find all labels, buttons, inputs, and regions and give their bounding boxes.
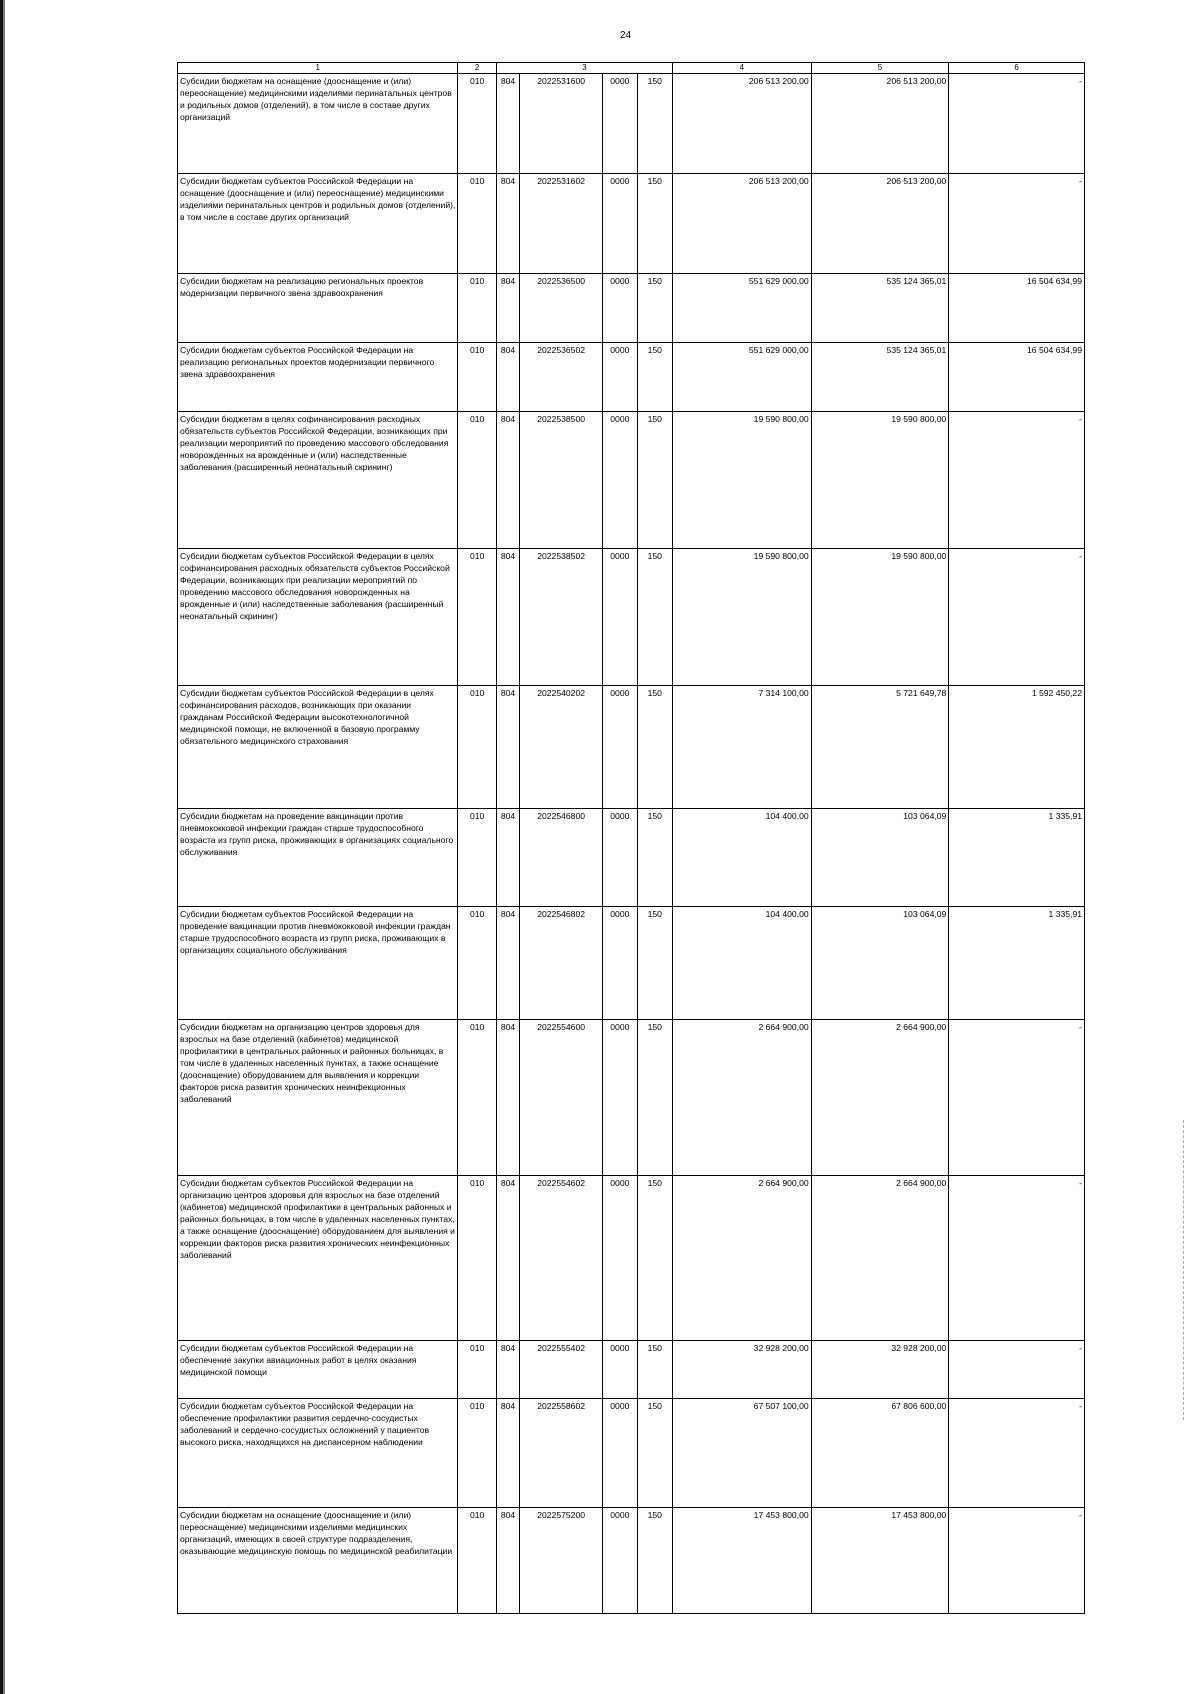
- row-description: Субсидии бюджетам на реализацию региональных проектов модернизации первичного звена здравоохранения: [178, 274, 458, 343]
- row-budget-code: 804: [496, 274, 519, 343]
- table-row: [178, 412, 1085, 549]
- row-executed-amount: 103 064,09: [811, 809, 949, 907]
- row-budget-code: 804: [496, 686, 519, 809]
- row-remaining-amount: -: [949, 549, 1085, 686]
- row-approved-amount: 206 513 200,00: [672, 74, 811, 174]
- row-program-code: 0000: [603, 809, 637, 907]
- row-executed-amount: 103 064,09: [811, 907, 949, 1020]
- row-remaining-amount: -: [949, 74, 1085, 174]
- header-col-3: 3: [496, 63, 672, 74]
- row-economic-code: 150: [637, 686, 672, 809]
- row-budget-code: 804: [496, 549, 519, 686]
- row-approved-amount: 551 629 000,00: [672, 343, 811, 412]
- header-col-4: 4: [672, 63, 811, 74]
- row-classification-code: 2022540202: [520, 686, 603, 809]
- row-remaining-amount: -: [949, 1399, 1085, 1508]
- row-executed-amount: 206 513 200,00: [811, 74, 949, 174]
- row-budget-code: 804: [496, 809, 519, 907]
- row-admin-code: 010: [458, 1399, 496, 1508]
- row-program-code: 0000: [603, 549, 637, 686]
- row-approved-amount: 17 453 800,00: [672, 1508, 811, 1614]
- row-remaining-amount: -: [949, 1508, 1085, 1614]
- table-row: [178, 274, 1085, 343]
- row-description: Субсидии бюджетам на организацию центров здоровья для взрослых на базе отделений (кабинетов) медицинской профилактики в центральных районных и районных больницах, в том числе в удаленных населенных пунктах, а также оснащение (дооснащение) оборудованием для выявления и коррекции факторов риска развития хронических неинфекционных заболеваний: [178, 1020, 458, 1176]
- table-row: [178, 74, 1085, 174]
- row-remaining-amount: 1 335,91: [949, 809, 1085, 907]
- table-header-row: [178, 63, 1085, 74]
- table-row: [178, 174, 1085, 274]
- row-classification-code: 2022554600: [520, 1020, 603, 1176]
- row-program-code: 0000: [603, 412, 637, 549]
- row-admin-code: 010: [458, 1176, 496, 1341]
- row-remaining-amount: 1 335,91: [949, 907, 1085, 1020]
- row-budget-code: 804: [496, 174, 519, 274]
- row-description: Субсидии бюджетам субъектов Российской Федерации на оснащение (дооснащение и (или) переоснащение) медицинскими изделиями перинатальных центров и родильных домов (отделений), в том числе в составе других организаций: [178, 174, 458, 274]
- row-approved-amount: 104 400,00: [672, 809, 811, 907]
- row-remaining-amount: 16 504 634,99: [949, 343, 1085, 412]
- budget-table: [177, 62, 1085, 1614]
- row-remaining-amount: -: [949, 1020, 1085, 1176]
- page-number: 24: [620, 30, 632, 41]
- row-remaining-amount: 1 592 450,22: [949, 686, 1085, 809]
- header-col-1: 1: [178, 63, 458, 74]
- row-economic-code: 150: [637, 549, 672, 686]
- table-row: [178, 1399, 1085, 1508]
- row-economic-code: 150: [637, 1020, 672, 1176]
- row-classification-code: 2022554602: [520, 1176, 603, 1341]
- row-executed-amount: 206 513 200,00: [811, 174, 949, 274]
- row-economic-code: 150: [637, 343, 672, 412]
- row-economic-code: 150: [637, 1341, 672, 1399]
- row-executed-amount: 535 124 365,01: [811, 274, 949, 343]
- table-row: [178, 549, 1085, 686]
- table-row: [178, 1176, 1085, 1341]
- row-classification-code: 2022555402: [520, 1341, 603, 1399]
- row-admin-code: 010: [458, 412, 496, 549]
- row-program-code: 0000: [603, 74, 637, 174]
- row-classification-code: 2022546800: [520, 809, 603, 907]
- row-admin-code: 010: [458, 1341, 496, 1399]
- row-program-code: 0000: [603, 686, 637, 809]
- row-approved-amount: 19 590 800,00: [672, 549, 811, 686]
- row-approved-amount: 32 928 200,00: [672, 1341, 811, 1399]
- row-budget-code: 804: [496, 1508, 519, 1614]
- row-executed-amount: 32 928 200,00: [811, 1341, 949, 1399]
- scan-margin-mark: [1183, 1120, 1185, 1420]
- table-row: [178, 1508, 1085, 1614]
- row-admin-code: 010: [458, 549, 496, 686]
- row-budget-code: 804: [496, 1399, 519, 1508]
- header-col-6: 6: [949, 63, 1085, 74]
- row-description: Субсидии бюджетам в целях софинансирования расходных обязательств субъектов Российской Федерации, возникающих при реализации мероприятий по проведению массового обследования новорожденных на врожденные и (или) наследственные заболевания (расширенный неонатальный скрининг): [178, 412, 458, 549]
- row-admin-code: 010: [458, 74, 496, 174]
- row-admin-code: 010: [458, 174, 496, 274]
- table-row: [178, 907, 1085, 1020]
- row-economic-code: 150: [637, 174, 672, 274]
- row-approved-amount: 104 400,00: [672, 907, 811, 1020]
- row-admin-code: 010: [458, 809, 496, 907]
- row-budget-code: 804: [496, 907, 519, 1020]
- row-executed-amount: 2 664 900,00: [811, 1176, 949, 1341]
- row-program-code: 0000: [603, 274, 637, 343]
- row-budget-code: 804: [496, 74, 519, 174]
- row-description: Субсидии бюджетам субъектов Российской Федерации в целях софинансирования расходных обязательств субъектов Российской Федерации, возникающих при реализации мероприятий по проведению массового обследования новорожденных на врожденные и (или) наследственные заболевания (расширенный неонатальный скрининг): [178, 549, 458, 686]
- row-program-code: 0000: [603, 1176, 637, 1341]
- row-economic-code: 150: [637, 1176, 672, 1341]
- row-program-code: 0000: [603, 1020, 637, 1176]
- row-admin-code: 010: [458, 1508, 496, 1614]
- row-program-code: 0000: [603, 907, 637, 1020]
- row-classification-code: 2022536500: [520, 274, 603, 343]
- row-remaining-amount: -: [949, 1176, 1085, 1341]
- row-description: Субсидии бюджетам субъектов Российской Федерации на организацию центров здоровья для взрослых на базе отделений (кабинетов) медицинской профилактики в центральных районных и районных больницах, в том числе в удаленных населенных пунктах, а также оснащение (дооснащение) оборудованием для выявления и коррекции факторов риска развития хронических неинфекционных заболеваний: [178, 1176, 458, 1341]
- row-admin-code: 010: [458, 907, 496, 1020]
- row-classification-code: 2022575200: [520, 1508, 603, 1614]
- row-classification-code: 2022558602: [520, 1399, 603, 1508]
- row-classification-code: 2022538502: [520, 549, 603, 686]
- row-description: Субсидии бюджетам субъектов Российской Федерации на реализацию региональных проектов модернизации первичного звена здравоохранения: [178, 343, 458, 412]
- row-program-code: 0000: [603, 1341, 637, 1399]
- row-classification-code: 2022531602: [520, 174, 603, 274]
- row-remaining-amount: -: [949, 1341, 1085, 1399]
- table-row: [178, 809, 1085, 907]
- row-approved-amount: 2 664 900,00: [672, 1176, 811, 1341]
- row-economic-code: 150: [637, 809, 672, 907]
- row-admin-code: 010: [458, 274, 496, 343]
- row-program-code: 0000: [603, 1508, 637, 1614]
- row-admin-code: 010: [458, 343, 496, 412]
- row-classification-code: 2022531600: [520, 74, 603, 174]
- row-classification-code: 2022536502: [520, 343, 603, 412]
- header-col-2: 2: [458, 63, 496, 74]
- row-executed-amount: 17 453 800,00: [811, 1508, 949, 1614]
- row-description: Субсидии бюджетам субъектов Российской Федерации на обеспечение закупки авиационных работ в целях оказания медицинской помощи: [178, 1341, 458, 1399]
- row-approved-amount: 67 507 100,00: [672, 1399, 811, 1508]
- table-row: [178, 686, 1085, 809]
- row-executed-amount: 19 590 800,00: [811, 412, 949, 549]
- row-description: Субсидии бюджетам субъектов Российской Федерации в целях софинансирования расходов, возникающих при оказании гражданам Российской Федерации высокотехнологичной медицинской помощи, не включенной в базовую программу обязательного медицинского страхования: [178, 686, 458, 809]
- row-approved-amount: 551 629 000,00: [672, 274, 811, 343]
- row-budget-code: 804: [496, 343, 519, 412]
- table-row: [178, 1341, 1085, 1399]
- table-row: [178, 343, 1085, 412]
- row-executed-amount: 5 721 649,78: [811, 686, 949, 809]
- row-executed-amount: 2 664 900,00: [811, 1020, 949, 1176]
- row-executed-amount: 67 806 600,00: [811, 1399, 949, 1508]
- row-budget-code: 804: [496, 1341, 519, 1399]
- row-description: Субсидии бюджетам на оснащение (дооснащение и (или) переоснащение) медицинскими изделиями медицинских организаций, имеющих в своей структуре подразделения, оказывающие медицинскую помощь по медицинской реабилитации: [178, 1508, 458, 1614]
- row-approved-amount: 7 314 100,00: [672, 686, 811, 809]
- row-classification-code: 2022538500: [520, 412, 603, 549]
- table-row: [178, 1020, 1085, 1176]
- row-approved-amount: 206 513 200,00: [672, 174, 811, 274]
- row-description: Субсидии бюджетам субъектов Российской Федерации на обеспечение профилактики развития сердечно-сосудистых заболеваний и сердечно-сосудистых осложнений у пациентов высокого риска, находящихся на диспансерном наблюдении: [178, 1399, 458, 1508]
- row-classification-code: 2022546802: [520, 907, 603, 1020]
- row-program-code: 0000: [603, 343, 637, 412]
- row-approved-amount: 2 664 900,00: [672, 1020, 811, 1176]
- scan-left-edge-shadow: [3, 0, 5, 1694]
- row-remaining-amount: -: [949, 412, 1085, 549]
- header-col-5: 5: [811, 63, 949, 74]
- row-budget-code: 804: [496, 412, 519, 549]
- row-economic-code: 150: [637, 1508, 672, 1614]
- row-economic-code: 150: [637, 1399, 672, 1508]
- row-description: Субсидии бюджетам субъектов Российской Федерации на проведение вакцинации против пневмококковой инфекции граждан старше трудоспособного возраста из групп риска, проживающих в организациях социального обслуживания: [178, 907, 458, 1020]
- row-remaining-amount: -: [949, 174, 1085, 274]
- row-remaining-amount: 16 504 634,99: [949, 274, 1085, 343]
- row-budget-code: 804: [496, 1176, 519, 1341]
- row-description: Субсидии бюджетам на оснащение (дооснащение и (или) переоснащение) медицинскими изделиями перинатальных центров и родильных домов (отделений), в том числе в составе других организаций: [178, 74, 458, 174]
- row-economic-code: 150: [637, 907, 672, 1020]
- row-program-code: 0000: [603, 1399, 637, 1508]
- row-executed-amount: 19 590 800,00: [811, 549, 949, 686]
- row-program-code: 0000: [603, 174, 637, 274]
- row-executed-amount: 535 124 365,01: [811, 343, 949, 412]
- row-admin-code: 010: [458, 1020, 496, 1176]
- row-economic-code: 150: [637, 274, 672, 343]
- row-admin-code: 010: [458, 686, 496, 809]
- row-approved-amount: 19 590 800,00: [672, 412, 811, 549]
- row-budget-code: 804: [496, 1020, 519, 1176]
- row-economic-code: 150: [637, 412, 672, 549]
- row-economic-code: 150: [637, 74, 672, 174]
- row-description: Субсидии бюджетам на проведение вакцинации против пневмококковой инфекции граждан старше трудоспособного возраста из групп риска, проживающих в организациях социального обслуживания: [178, 809, 458, 907]
